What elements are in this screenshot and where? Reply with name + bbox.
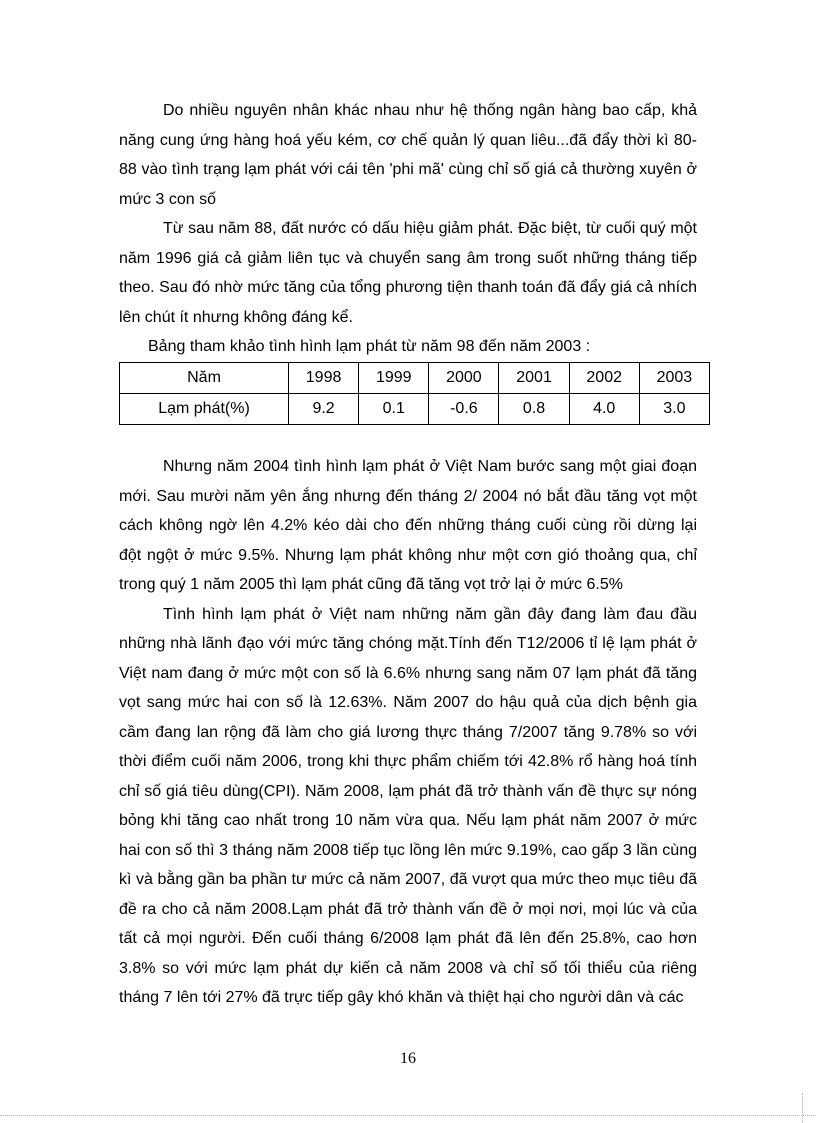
table-value-cell: 3.0 <box>639 394 709 425</box>
table-value-cell: 0.8 <box>499 394 569 425</box>
table-value-cell: 0.1 <box>359 394 429 425</box>
page-number: 16 <box>400 1050 416 1067</box>
table-caption: Bảng tham khảo tình hình lạm phát từ năm 98 đến năm 2003 : <box>148 338 591 355</box>
paragraph-2: Từ sau năm 88, đất nước có dấu hiệu giảm phát. Đặc biệt, từ cuối quý một năm 1996 giá cả giảm liên tục và chuyển sang âm trong suốt những tháng tiếp theo. Sau đó nhờ mức tăng của tổng phương tiện thanh toán đã đẩy giá cả nhích lên chút ít nhưng không đáng kể. <box>119 220 697 326</box>
table-value-cell: -0.6 <box>429 394 499 425</box>
inflation-table <box>119 362 710 425</box>
table-year-cell: 2003 <box>639 363 709 394</box>
page-body <box>119 96 697 1013</box>
table-value-cell: 4.0 <box>569 394 639 425</box>
table-year-cell: 2001 <box>499 363 569 394</box>
table-row-label: Lạm phát(%) <box>120 394 289 425</box>
table-year-cell: 2002 <box>569 363 639 394</box>
paragraph-4: Tình hình lạm phát ở Việt nam những năm gần đây đang làm đau đầu những nhà lãnh đạo với mức tăng chóng mặt.Tính đến T12/2006 tỉ lệ lạm phát ở Việt nam đang ở mức một con số là 6.6% nhưng sang năm 07 lạm phát đã tăng vọt sang mức hai con số là 12.63%. Năm 2007 do hậu quả của dịch bệnh gia cầm đang lan rộng đã làm cho giá lương thực tháng 7/2007 tăng 9.78% so với thời điểm cuối năm 2006, trong khi thực phẩm chiếm tới 42.8% rổ hàng hoá tính chỉ số giá tiêu dùng(CPI). Năm 2008, lạm phát đã trở thành vấn đề thực sự nóng bỏng khi tăng cao nhất trong 10 năm vừa qua. Nếu lạm phát năm 2007 ở mức hai con số thì 3 tháng năm 2008 tiếp tục lồng lên mức 9.19%, cao gấp 3 lần cùng kì và bằng gần ba phần tư mức cả năm 2007, đã vượt qua mức theo mục tiêu đã đề ra cho cả năm 2008.Lạm phát đã trở thành vấn đề ở mọi nơi, mọi lúc và của tất cả mọi người. Đến cuối tháng 6/2008 lạm phát đã lên đến 25.8%, cao hơn 3.8% so với mức lạm phát dự kiến cả năm 2008 và chỉ số tối thiểu của riêng tháng 7 lên tới 27% đã trực tiếp gây khó khăn và thiệt hại cho người dân và các <box>119 605 697 1006</box>
table-header-row <box>120 363 710 394</box>
page-edge-divider <box>0 1115 816 1116</box>
table-value-cell: 9.2 <box>289 394 359 425</box>
table-year-cell: 2000 <box>429 363 499 394</box>
paragraph-3: Nhưng năm 2004 tình hình lạm phát ở Việt Nam bước sang một giai đoạn mới. Sau mười năm yên ắng nhưng đến tháng 2/ 2004 nó bắt đầu tăng vọt một cách không ngờ lên 4.2% kéo dài cho đến những tháng cuối cùng rồi dừng lại đột ngột ở mức 9.5%. Nhưng lạm phát không như một cơn gió thoảng qua, chỉ trong quý 1 năm 2005 thì lạm phát cũng đã tăng vọt trở lại ở mức 6.5% <box>119 458 697 593</box>
paragraph-1: Do nhiều nguyên nhân khác nhau như hệ thống ngân hàng bao cấp, khả năng cung ứng hàng hoá yếu kém, cơ chế quản lý quan liêu...đã đẩy thời kì 80-88 vào tình trạng lạm phát với cái tên 'phi mã' cùng chỉ số giá cả thường xuyên ở mức 3 con số <box>119 102 697 208</box>
page-corner-divider <box>802 1093 803 1123</box>
table-row <box>120 394 710 425</box>
table-header-label: Năm <box>120 363 289 394</box>
table-year-cell: 1998 <box>289 363 359 394</box>
table-year-cell: 1999 <box>359 363 429 394</box>
